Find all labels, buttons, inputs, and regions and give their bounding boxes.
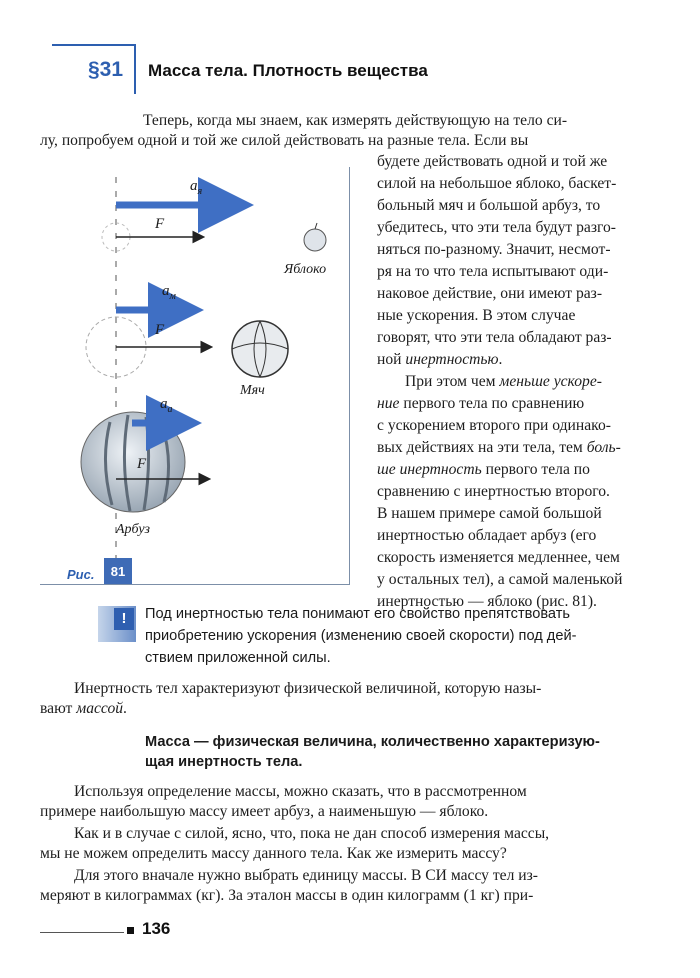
ball-icon — [232, 321, 288, 377]
para3-line: мы не можем определить массу данного тела. Как же измерить массу? — [40, 845, 507, 862]
definition1-line: приобретению ускорения (изменению своей скорости) под дей- — [145, 628, 577, 644]
para2-line: Инертность тел характеризуют физической величиной, которую назы- — [74, 680, 542, 697]
section-title: Масса тела. Плотность вещества — [148, 61, 428, 80]
definition2-line: Масса — физическая величина, количественно характеризую- — [145, 734, 600, 750]
right-line: В нашем примере самой большой — [377, 505, 602, 522]
right-line: с ускорением второго при одинако- — [377, 417, 611, 434]
right-line: ние первого тела по сравнению — [377, 395, 585, 412]
label-watermelon: Арбуз — [116, 522, 150, 537]
label-ball: Мяч — [240, 383, 265, 398]
right-line: ной инертностью. — [377, 351, 503, 368]
right-line: у остальных тел), а самой маленькой — [377, 571, 623, 588]
label-acc-apple: $a_я$ — [190, 178, 203, 197]
label-force-watermelon: F — [137, 456, 147, 472]
label-acc-ball: $a_м$ — [162, 283, 176, 302]
definition2-line: щая инертность тела. — [145, 754, 303, 770]
apple-icon — [304, 229, 326, 251]
exclamation-icon: ! — [114, 608, 134, 630]
para3-line: Для этого вначале нужно выбрать единицу массы. В СИ массу тел из- — [74, 867, 538, 884]
label-force-apple: F — [155, 216, 165, 232]
footer-square — [127, 927, 134, 934]
definition1-line: ствием приложенной силы. — [145, 650, 331, 666]
right-line: При этом чем меньше ускоре- — [405, 373, 602, 390]
right-line: ше инертность первого тела по — [377, 461, 590, 478]
figure-illustration — [40, 167, 350, 585]
right-line: убедитесь, что эти тела будут разго- — [377, 219, 616, 236]
right-line: вых действиях на эти тела, тем боль- — [377, 439, 621, 456]
para3-line: меряют в килограммах (кг). За эталон массы в один килограмм (1 кг) при- — [40, 887, 534, 904]
para2-line: вают массой. — [40, 700, 127, 717]
figure-81 — [40, 167, 350, 585]
section-number: §31 — [88, 58, 124, 81]
label-apple: Яблоко — [284, 262, 327, 277]
footer-rule — [40, 932, 124, 933]
term-inertia: инертностью — [405, 351, 499, 368]
figure-caption-prefix: Рис. — [67, 567, 95, 582]
right-line: няться по-разному. Значит, несмот- — [377, 241, 611, 258]
intro-line-2: лу, попробуем одной и той же силой действовать на разные тела. Если вы — [40, 132, 529, 149]
right-line: больный мяч и большой арбуз, то — [377, 197, 601, 214]
right-line: ные ускорения. В этом случае — [377, 307, 576, 324]
right-line: сравнению с инертностью второго. — [377, 483, 610, 500]
label-force-ball: F — [155, 322, 165, 338]
para3-line: Как и в случае с силой, ясно, что, пока не дан способ измерения массы, — [74, 825, 550, 842]
right-line: силой на небольшое яблоко, баскет- — [377, 175, 617, 192]
right-line: будете действовать одной и той же — [377, 153, 608, 170]
label-acc-watermelon: $a_а$ — [160, 396, 173, 415]
definition1-line: Под инертностью тела понимают его свойство препятствовать — [145, 606, 571, 622]
para3-line: Используя определение массы, можно сказать, что в рассмотренном — [74, 783, 527, 800]
right-line: ря на то что тела испытывают оди- — [377, 263, 609, 280]
right-line: говорят, что эти тела обладают раз- — [377, 329, 612, 346]
page-number: 136 — [142, 919, 171, 938]
para3-line: примере наибольшую массу имеет арбуз, а наименьшую — яблоко. — [40, 803, 489, 820]
figure-caption-number: 81 — [104, 558, 132, 584]
term-mass: массой — [76, 700, 124, 717]
right-line: скорость изменяется медленнее, чем — [377, 549, 620, 566]
right-line: наковое действие, они имеют раз- — [377, 285, 603, 302]
right-line: инертностью — яблоко (рис. 81). — [377, 593, 597, 610]
intro-line-1: Теперь, когда мы знаем, как измерять действующую на тело си- — [143, 112, 568, 129]
right-line: инертностью обладает арбуз (его — [377, 527, 597, 544]
